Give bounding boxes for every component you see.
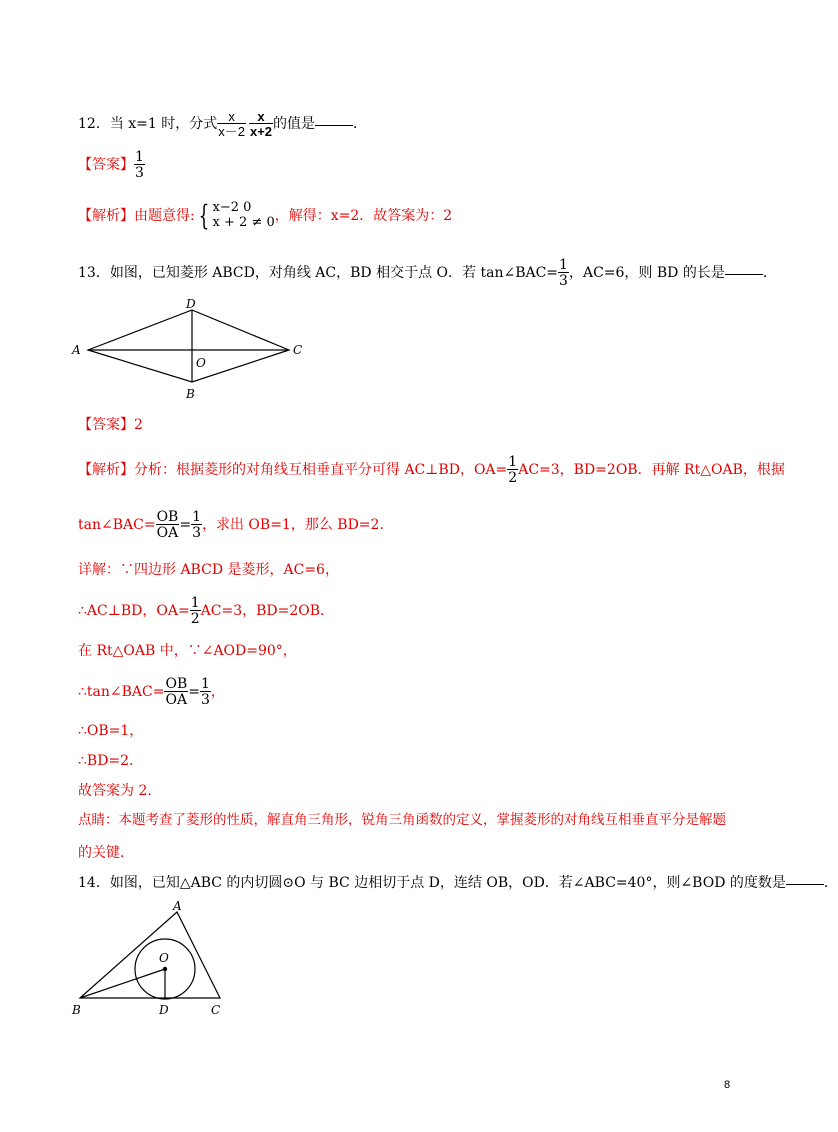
- q13-l4-prefix: ∴AC⊥BD，OA=: [78, 603, 190, 619]
- q12-answer: [78, 150, 145, 180]
- q13-stem-fraction: [558, 258, 569, 288]
- label-a: A: [72, 343, 81, 357]
- analysis-tag: 【解析】: [78, 462, 134, 478]
- q12-answer-numerator: 1: [135, 149, 144, 165]
- q12-analysis-lead: 由题意得:: [134, 207, 195, 224]
- label-d: D: [159, 1003, 169, 1017]
- q13-l2-ratio-numerator: OB: [156, 509, 179, 525]
- q13-l4-denominator: 2: [190, 611, 200, 627]
- q13-answer: [78, 418, 143, 432]
- answer-blank: [725, 274, 763, 275]
- q13-l4-suffix: AC=3，BD=2OB．: [200, 603, 335, 619]
- q13-detail-line-6: [78, 677, 225, 707]
- q12-frac1-denominator: x－2: [218, 124, 245, 139]
- page-number: 8: [724, 1079, 731, 1091]
- rhombus-outline: [88, 310, 289, 382]
- q13-l2-numerator: 1: [192, 509, 201, 525]
- q13-l4-fraction: [190, 596, 201, 626]
- label-b: B: [72, 1003, 81, 1017]
- q13-l6-ratio-numerator: OB: [165, 676, 188, 692]
- q13-l1-suffix: AC=3，BD=2OB．再解 Rt△OAB，根据: [518, 462, 785, 478]
- q12-frac2-numerator: x: [257, 109, 265, 124]
- q14-stem-prefix: 14．如图，已知△ABC 的内切圆⊙O 与 BC 边相切于点 D，连结 OB，OD．若∠ABC=40°，则∠BOD 的度数是: [78, 875, 786, 891]
- q13-l2-equals: =: [179, 517, 192, 533]
- q13-analysis-line-2: [78, 510, 393, 540]
- q12-frac1-numerator: x: [228, 109, 235, 124]
- system-brace: {: [198, 198, 209, 232]
- q12-system-line-1: x−2 0: [212, 200, 252, 215]
- q12-answer-fraction: [134, 150, 145, 180]
- q13-analysis-line-1: [78, 455, 785, 485]
- q13-l1-denominator: 2: [508, 470, 518, 486]
- q13-detail-line-9: 故答案为 2．: [78, 783, 162, 799]
- q12-answer-denominator: 3: [135, 165, 144, 181]
- q13-l2-ratio: [156, 510, 180, 540]
- q13-detail-line-5: 在 Rt△OAB 中，∵∠AOD=90°，: [78, 643, 297, 659]
- q12-system-line-2: x + 2 ≠ 0: [212, 214, 275, 230]
- q13-l2-suffix: ，求出 OB=1，那么 BD=2．: [201, 517, 394, 533]
- q12-fraction-2: [249, 110, 273, 138]
- q13-stem: [78, 258, 777, 288]
- q12-stem-prefix: 12．当 x=1 时，分式: [78, 116, 218, 132]
- answer-tag: 【答案】: [78, 417, 134, 433]
- q13-l6-fraction: [200, 677, 211, 707]
- answer-tag: 【答案】: [78, 157, 134, 173]
- label-o: O: [159, 951, 169, 965]
- q13-stem-end: ．: [762, 265, 777, 281]
- q13-l6-numerator: 1: [200, 676, 210, 692]
- q13-l6-ratio-denominator: OA: [165, 692, 188, 708]
- segment-ob: [80, 969, 165, 998]
- label-d: D: [186, 297, 196, 311]
- q13-l6-suffix: ，: [210, 684, 225, 700]
- label-c: C: [293, 343, 303, 357]
- label-o: O: [196, 356, 206, 370]
- q13-comment-line-2: 的关键．: [78, 845, 134, 861]
- q13-answer-value: 2: [134, 417, 143, 433]
- q12-analysis-rest: ，解得：x=2．故答案为：2: [274, 207, 453, 224]
- q13-l1-prefix: 分析：根据菱形的对角线互相垂直平分可得 AC⊥BD，OA=: [134, 462, 508, 478]
- q13-detail-line-3: 详解：∵四边形 ABCD 是菱形，AC=6，: [78, 562, 339, 578]
- q12-analysis: [78, 198, 453, 232]
- q13-stem-prefix: 13．如图，已知菱形 ABCD，对角线 AC，BD 相交于点 O．若 tan∠BAC=: [78, 265, 559, 281]
- q13-detail-line-7: ∴OB=1，: [78, 723, 144, 739]
- q13-l4-numerator: 1: [190, 595, 200, 611]
- q12-stem-end: ．: [353, 116, 368, 132]
- label-c: C: [211, 1003, 221, 1017]
- q12-frac2-denominator: x+2: [249, 124, 273, 139]
- q13-l2-ratio-denominator: OA: [156, 525, 179, 541]
- q13-stem-numerator: 1: [559, 257, 568, 273]
- q12-stem: [78, 110, 367, 138]
- q13-l2-prefix: tan∠BAC=: [78, 517, 156, 533]
- q13-l1-fraction: [507, 455, 518, 485]
- center-dot: [163, 967, 167, 971]
- q13-detail-line-4: [78, 596, 334, 626]
- label-b: B: [186, 387, 195, 401]
- q13-l2-denominator: 3: [192, 525, 201, 541]
- q14-stem-end: ．: [823, 875, 838, 891]
- q13-l1-numerator: 1: [508, 454, 518, 470]
- incircle-figure: [60, 898, 240, 1024]
- answer-blank: [786, 884, 824, 885]
- q13-stem-suffix: ，AC=6，则 BD 的长是: [568, 265, 725, 281]
- q13-l6-ratio: [164, 677, 188, 707]
- q12-stem-suffix: 的值是: [273, 116, 316, 132]
- q12-fraction-1: [217, 110, 246, 138]
- q13-l6-prefix: ∴tan∠BAC=: [78, 684, 165, 700]
- q13-stem-denominator: 3: [559, 273, 568, 289]
- rhombus-figure: [60, 298, 320, 404]
- q13-l2-fraction: [191, 510, 202, 540]
- q12-equation-system: [213, 201, 275, 231]
- triangle-abc: [80, 912, 220, 998]
- analysis-tag: 【解析】: [78, 207, 134, 224]
- q13-l6-equals: =: [188, 684, 200, 700]
- q14-stem: [78, 876, 838, 890]
- label-a: A: [173, 899, 182, 913]
- q13-comment-line-1: 点睛：本题考查了菱形的性质，解直角三角形，锐角三角函数的定义，掌握菱形的对角线互相垂直平分是解题: [78, 812, 726, 828]
- q13-detail-line-8: ∴BD=2．: [78, 753, 144, 769]
- q13-l6-denominator: 3: [200, 692, 210, 708]
- answer-blank: [315, 125, 353, 126]
